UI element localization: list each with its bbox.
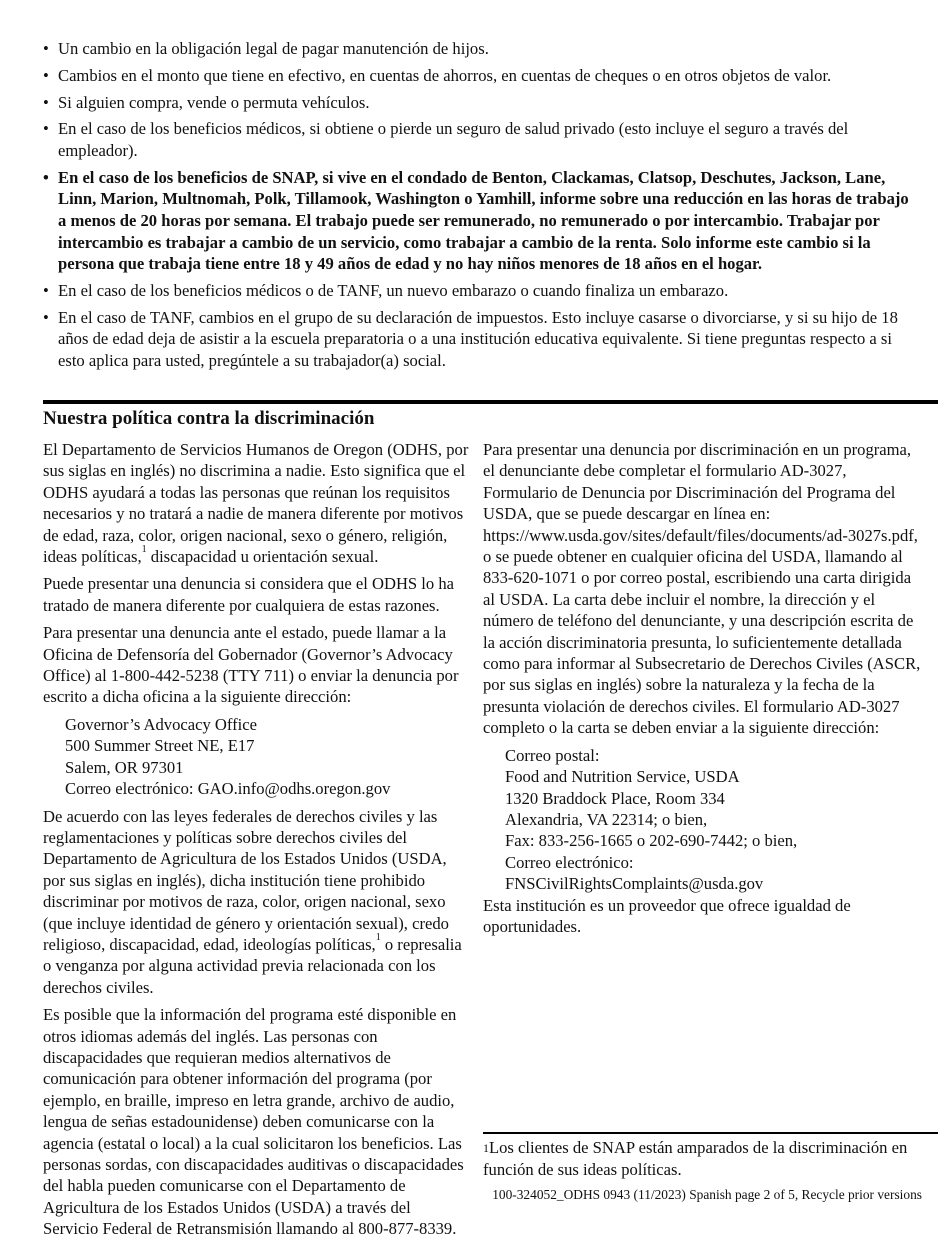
paragraph-alt-communication: Es posible que la información del programa esté disponible en otros idiomas además del inglés. Las personas con discapacidades que requieran medios alternativos de comunicación para obtener información del programa (por ejemplo, en braille, impreso en letra grande, archivo de audio, lengua de señas estadounidense) deben comunicarse con la agencia (estatal o local) a la cual solicitaron los beneficios. Las personas sordas, con discapacidades auditivas o discapacidades del habla pueden comunicarse con el Departamento de Agricultura de los Estados Unidos (USDA) a través del Servicio Federal de Retransmisión llamando al 800-877-8339. <box>43 1005 464 1239</box>
address-line: Correo electrónico: <box>505 852 634 872</box>
right-column <box>483 439 923 943</box>
footnote-mark: 1 <box>483 1141 489 1155</box>
page-footer: 100-324052_ODHS 0943 (11/2023) Spanish page 2 of 5, Recycle prior versions <box>492 1187 922 1202</box>
left-column <box>43 439 470 1246</box>
list-item: • En el caso de los beneficios médicos o de TANF, un nuevo embarazo o cuando finaliza un embarazo. <box>43 280 913 302</box>
paragraph-equal-opportunity: Esta institución es un proveedor que ofrece igualdad de oportunidades. <box>483 895 851 936</box>
governor-office-address <box>43 714 470 800</box>
paragraph-usda-policy: De acuerdo con las leyes federales de derechos civiles y las reglamentaciones y políticas sobre derechos civiles del Departamento de Agricultura de los Estados Unidos (USDA, por sus siglas en inglés), dicha institución tiene prohibido discriminar por motivos de raza, color, origen nacional, sexo (que incluye identidad de género y orientación sexual), credo religioso, discapacidad, edad, ideologías políticas,$^1$ o represalia o venganza por alguna actividad previa relacionada con los derechos civiles. <box>43 806 462 997</box>
list-item: • En el caso de los beneficios médicos, si obtiene o pierde un seguro de salud privado (esto incluye el seguro a través del empleador). <box>43 118 913 161</box>
list-item-snap-work-hours: • En el caso de los beneficios de SNAP, si vive en el condado de Benton, Clackamas, Clatsop, Deschutes, Jackson, Lane, Linn, Marion, Multnomah, Polk, Tillamook, Washington o Yamhill, informe sobre una reducción en las horas de trabajo a menos de 20 horas por semana. El trabajo puede ser remunerado, no remunerado o por intercambio. Trabajar por intercambio es trabajar a cambio de un servicio, como trabajar a cambio de la renta. Solo informe este cambio si la persona que trabaja tiene entre 18 y 49 años de edad y no hay niños menores de 18 años en el hogar. <box>43 167 913 275</box>
address-line: Salem, OR 97301 <box>65 757 184 777</box>
footnote-divider <box>483 1132 938 1134</box>
address-email: FNSCivilRightsComplaints@usda.gov <box>505 874 764 894</box>
reporting-changes-list <box>43 38 913 377</box>
list-item: • Cambios en el monto que tiene en efectivo, en cuentas de ahorros, en cuentas de cheques o en otros objetos de valor. <box>43 65 913 87</box>
footnote <box>483 1137 923 1181</box>
address-line: Food and Nutrition Service, USDA <box>505 767 740 787</box>
address-line: Correo postal: <box>505 745 600 765</box>
paragraph-state-complaint: Para presentar una denuncia ante el estado, puede llamar a la Oficina de Defensoría del Gobernador (Governor’s Advocacy Office) al 1-800-442-5238 (TTY 711) o enviar la denuncia por escrito a dicha oficina a la siguiente dirección: <box>43 623 459 707</box>
usda-address <box>483 745 923 895</box>
footnote-text: Los clientes de SNAP están amparados de la discriminación en función de sus ideas políticas. <box>483 1138 908 1179</box>
address-line: Governor’s Advocacy Office <box>65 714 257 734</box>
paragraph-usda-complaint: Para presentar una denuncia por discriminación en un programa, el denunciante debe completar el formulario AD-3027, Formulario de Denuncia por Discriminación del Programa del USDA, que se puede descargar en línea en: https://www.usda.gov/sites/default/files/documents/ad-3027s.pdf, o se puede obtener en cualquier oficina del USDA, llamando al 833-620-1071 o por correo postal, escribiendo una carta dirigida al USDA. La carta debe incluir el nombre, la dirección y el número de teléfono del denunciante, y una descripción escrita de la acción discriminatoria presunta, lo suficientemente detallada como para informar al Subsecretario de Derechos Civiles (ASCR, por sus siglas en inglés) sobre la naturaleza y la fecha de la presunta violación de derechos civiles. El formulario AD-3027 completo o la carta se deben enviar a la siguiente dirección: <box>483 440 921 738</box>
section-divider <box>43 400 938 404</box>
paragraph-nondiscrimination: El Departamento de Servicios Humanos de Oregon (ODHS, por sus siglas en inglés) no discrimina a nadie. Esto significa que el ODHS ayudará a todas las personas que reúnan los requisitos necesarios y no tratará a nadie de manera diferente por motivos de edad, raza, color, origen nacional, sexo o género, religión, ideas políticas,$^1$ discapacidad u orientación sexual. <box>43 440 469 567</box>
footnote-ref: 1 <box>375 931 381 943</box>
list-item: • En el caso de TANF, cambios en el grupo de su declaración de impuestos. Esto incluye casarse o divorciarse, y si su hijo de 18 años de edad deja de asistir a la escuela preparatoria o a una institución educativa equivalente. Si tiene preguntas respecto a si esto aplica para usted, pregúntele a su trabajador(a) social. <box>43 307 913 372</box>
paragraph-complaint: Puede presentar una denuncia si considera que el ODHS lo ha tratado de manera diferente por cualquiera de estas razones. <box>43 574 455 615</box>
address-line: 500 Summer Street NE, E17 <box>65 736 255 756</box>
address-line: Alexandria, VA 22314; o bien, <box>505 809 708 829</box>
list-item: • Un cambio en la obligación legal de pagar manutención de hijos. <box>43 38 913 60</box>
footnote-ref: 1 <box>141 544 147 556</box>
list-item: • Si alguien compra, vende o permuta vehículos. <box>43 92 913 114</box>
address-email: Correo electrónico: GAO.info@odhs.oregon.gov <box>65 779 391 799</box>
address-line: Fax: 833-256-1665 o 202-690-7442; o bien, <box>505 831 798 851</box>
section-title: Nuestra política contra la discriminación <box>43 408 375 429</box>
address-line: 1320 Braddock Place, Room 334 <box>505 788 725 808</box>
